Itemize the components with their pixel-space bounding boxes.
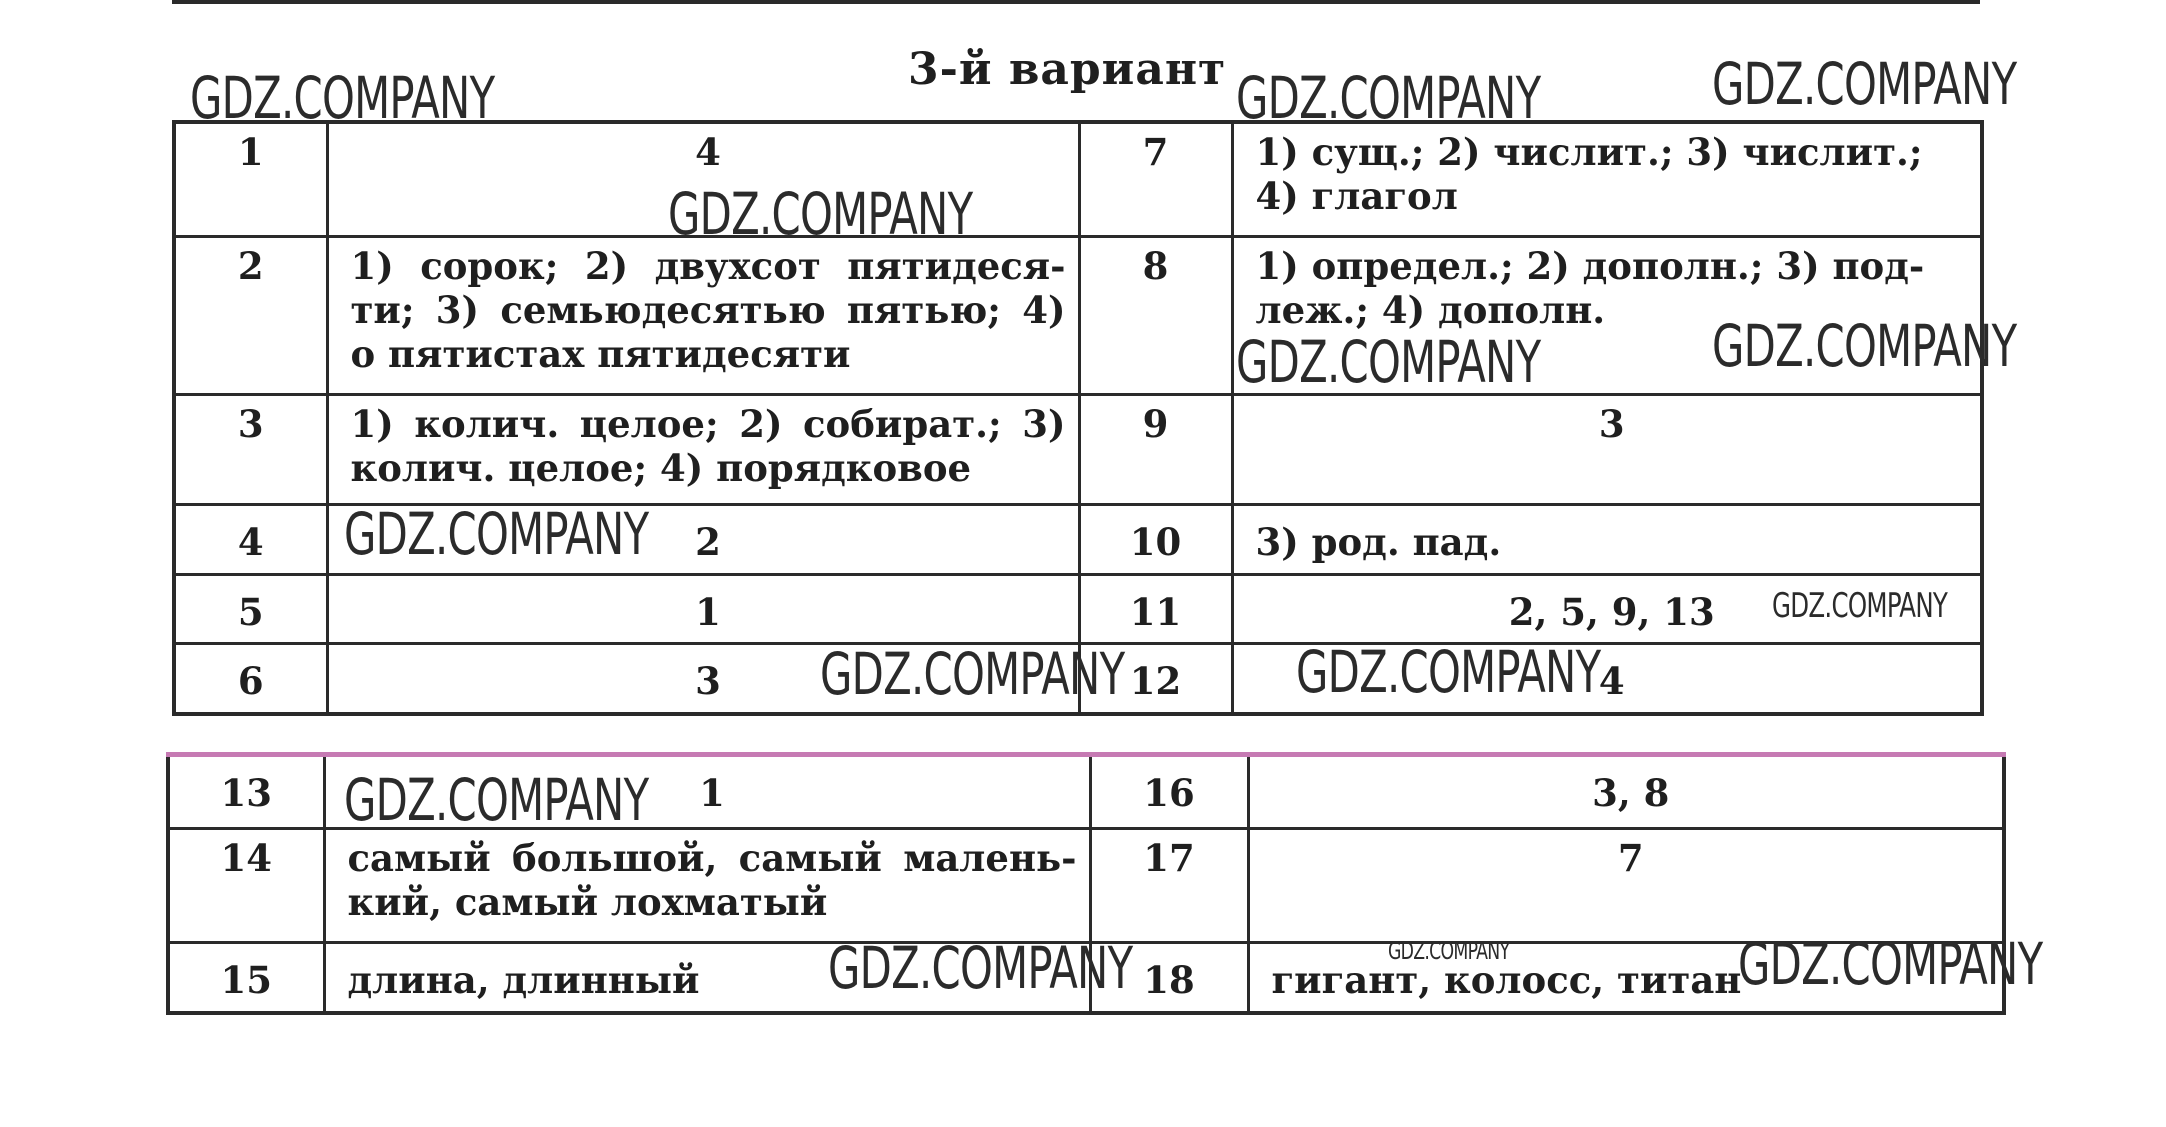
watermark: GDZ.COMPANY — [1236, 64, 1541, 132]
watermark: GDZ.COMPANY — [1772, 586, 1948, 626]
answer-cell: гигант, колосс, титан — [1248, 943, 2004, 1013]
answer-cell: 1) сущ.; 2) числит.; 3) числит.; 4) глагол — [1232, 122, 1982, 236]
question-number: 14 — [168, 829, 324, 943]
answer-cell: 3 — [1232, 394, 1982, 504]
answers-table-top — [172, 120, 1984, 716]
watermark: GDZ.COMPANY — [1388, 937, 1510, 965]
question-number: 13 — [168, 755, 324, 829]
watermark: GDZ.COMPANY — [1738, 930, 2043, 998]
answer-cell: 4 — [327, 122, 1079, 236]
watermark: GDZ.COMPANY — [820, 640, 1125, 708]
table-row — [174, 394, 1982, 504]
watermark: GDZ.COMPANY — [344, 500, 649, 568]
table-row — [168, 829, 2004, 943]
table-row — [174, 122, 1982, 236]
watermark: GDZ.COMPANY — [1712, 312, 2017, 380]
watermark: GDZ.COMPANY — [190, 64, 495, 132]
variant-heading: 3-й вариант — [908, 44, 1227, 95]
answer-cell: 7 — [1248, 829, 2004, 943]
watermark: GDZ.COMPANY — [668, 180, 973, 248]
watermark: GDZ.COMPANY — [1712, 50, 2017, 118]
answer-cell: самый большой, самый малень-кий, самый лохматый — [324, 829, 1090, 943]
question-number: 18 — [1090, 943, 1248, 1013]
previous-table-fragment — [172, 0, 1980, 4]
question-number: 16 — [1090, 755, 1248, 829]
answer-cell: 2, 5, 9, 13 — [1232, 574, 1982, 643]
answer-cell: 3) род. пад. — [1232, 504, 1982, 574]
question-number: 8 — [1079, 236, 1232, 394]
table-row — [174, 236, 1982, 394]
watermark: GDZ.COMPANY — [344, 766, 649, 834]
question-number: 10 — [1079, 504, 1232, 574]
answer-cell: 3 — [327, 643, 1079, 714]
watermark: GDZ.COMPANY — [1236, 328, 1541, 396]
answer-cell: 1) сорок; 2) двухсот пятидеся-ти; 3) семьюдесятью пятью; 4) о пятистах пятидесяти — [327, 236, 1079, 394]
question-number: 15 — [168, 943, 324, 1013]
answer-cell: длина, длинный — [324, 943, 1090, 1013]
answer-cell: 1 — [324, 755, 1090, 829]
table-row — [174, 574, 1982, 643]
answer-cell: 3, 8 — [1248, 755, 2004, 829]
answer-cell: 1) колич. целое; 2) собират.; 3) колич. целое; 4) порядковое — [327, 394, 1079, 504]
answer-cell: 4 — [1232, 643, 1982, 714]
watermark: GDZ.COMPANY — [1296, 638, 1601, 706]
question-number: 4 — [174, 504, 327, 574]
question-number: 17 — [1090, 829, 1248, 943]
question-number: 9 — [1079, 394, 1232, 504]
question-number: 7 — [1079, 122, 1232, 236]
question-number: 5 — [174, 574, 327, 643]
answer-cell: 1) определ.; 2) дополн.; 3) под-леж.; 4) дополн. — [1232, 236, 1982, 394]
answer-cell: 2 — [327, 504, 1079, 574]
answer-cell: 1 — [327, 574, 1079, 643]
question-number: 6 — [174, 643, 327, 714]
question-number: 12 — [1079, 643, 1232, 714]
question-number: 2 — [174, 236, 327, 394]
watermark: GDZ.COMPANY — [828, 934, 1133, 1002]
question-number: 1 — [174, 122, 327, 236]
question-number: 11 — [1079, 574, 1232, 643]
question-number: 3 — [174, 394, 327, 504]
